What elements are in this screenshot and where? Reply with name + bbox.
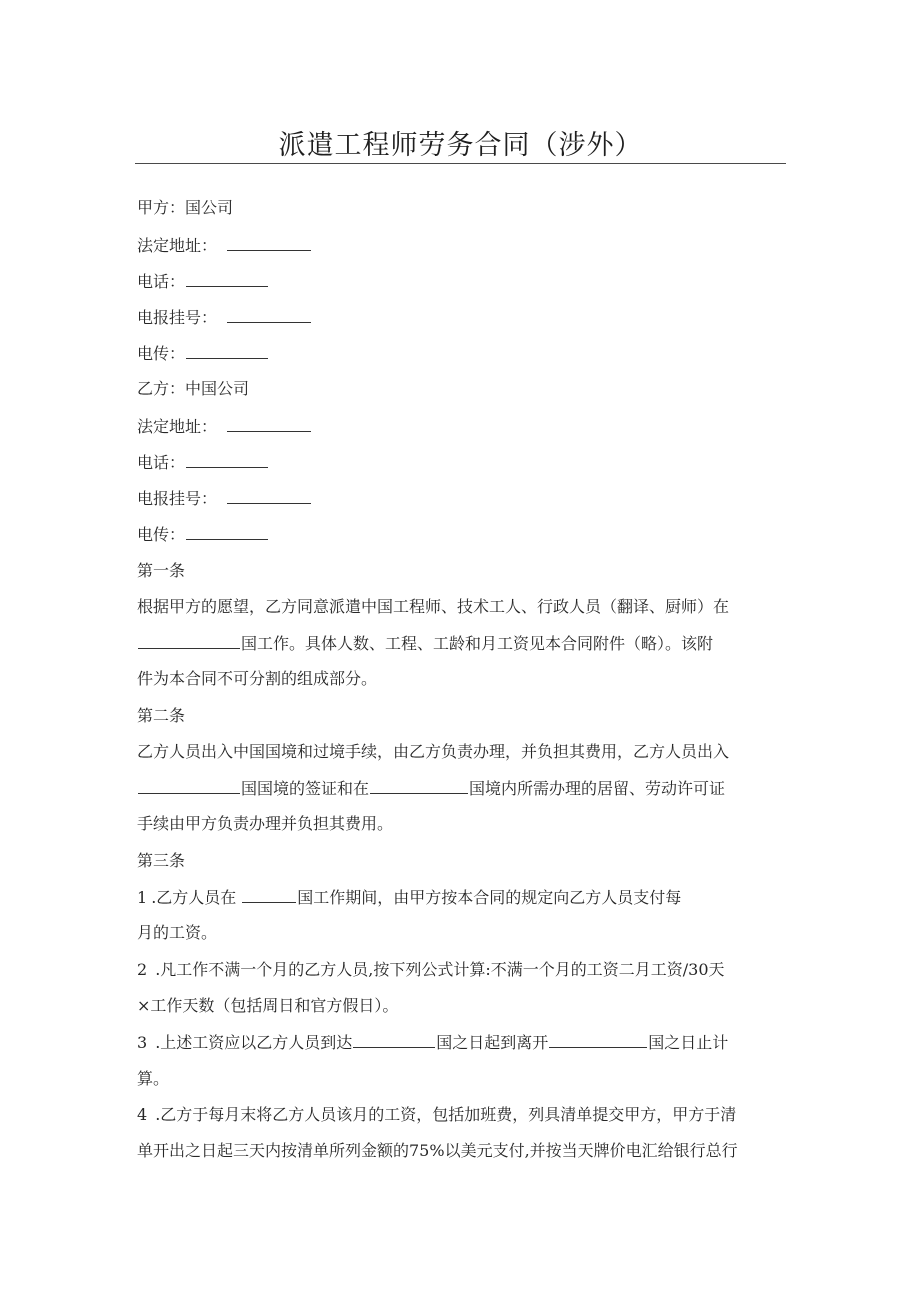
party-a-fax-label: 电传： (137, 344, 186, 363)
party-b-fax-blank[interactable] (186, 523, 268, 540)
article-2-country-blank-2[interactable] (370, 777, 468, 794)
article-3-item-4 (137, 1104, 736, 1126)
article-2-line-3: 手续由甲方负责办理并负担其费用。 (137, 814, 394, 833)
article-3-item-1 (137, 886, 681, 909)
party-b-address (137, 415, 312, 438)
party-b-fax (137, 523, 269, 546)
party-b-fax-label: 电传： (137, 525, 186, 544)
item-2-text: .凡工作不满一个月的乙方人员,按下列公式计算:不满一个月的工资二月工资/30天 (155, 960, 725, 979)
party-a-address (137, 234, 312, 257)
article-1-line-2 (137, 632, 713, 655)
party-a-telegraph (137, 306, 312, 329)
item-1-number: 1 (137, 888, 148, 907)
article-2-country-blank-1[interactable] (138, 777, 240, 794)
party-b-name: 乙方：中国公司 (137, 379, 250, 398)
party-a-address-blank[interactable] (227, 234, 311, 251)
party-a-phone (137, 270, 269, 293)
item-1-text-b: 国工作期间，由甲方按本合同的规定向乙方人员支付每 (297, 888, 682, 907)
item-3-text-c: 国之日止计 (648, 1033, 729, 1052)
article-2-line-2-text-a: 国国境的签证和在 (241, 779, 370, 798)
article-3-item-3 (137, 1031, 728, 1054)
party-b-address-blank[interactable] (227, 415, 311, 432)
article-1-line-2-text: 国工作。具体人数、工程、工龄和月工资见本合同附件（略）。该附 (241, 634, 714, 653)
article-3-item-4-line-2: 单开出之日起三天内按清单所列金额的75%以美元支付,并按当天牌价电汇给银行总行 (137, 1141, 738, 1160)
article-3-item-3-line-2: 算。 (137, 1069, 170, 1088)
item-4-number: 4 (137, 1105, 148, 1124)
item-3-text-a: .上述工资应以乙方人员到达 (155, 1033, 353, 1052)
party-b-telegraph (137, 487, 312, 510)
article-2-line-1: 乙方人员出入中国国境和过境手续，由乙方负责办理，并负担其费用，乙方人员出入 (137, 742, 730, 761)
article-2-line-2-text-b: 国境内所需办理的居留、劳动许可证 (469, 779, 726, 798)
item-3-text-b: 国之日起到离开 (436, 1033, 549, 1052)
article-1-country-blank[interactable] (138, 632, 240, 649)
party-a-fax (137, 342, 269, 365)
article-1-heading: 第一条 (137, 561, 186, 580)
article-2-line-2 (137, 777, 725, 800)
article-2-heading: 第二条 (137, 706, 186, 725)
item-3-arrival-blank[interactable] (353, 1031, 435, 1048)
item-2-number: 2 (137, 960, 148, 979)
party-a-telegraph-label: 电报挂号： (137, 308, 218, 327)
party-a-fax-blank[interactable] (186, 342, 268, 359)
article-3-item-2-line-2: ×工作天数（包括周日和官方假日）。 (137, 996, 399, 1015)
party-a-name: 甲方：国公司 (137, 198, 234, 217)
item-1-country-blank[interactable] (242, 886, 296, 903)
party-b-address-label: 法定地址： (137, 417, 218, 436)
party-a-phone-label: 电话： (137, 272, 186, 291)
item-1-text-a: .乙方人员在 (151, 888, 237, 907)
party-a-address-label: 法定地址： (137, 236, 218, 255)
item-4-text: .乙方于每月末将乙方人员该月的工资，包括加班费，列具清单提交甲方，甲方于清 (155, 1105, 737, 1124)
article-3-item-2 (137, 959, 725, 981)
party-b-telegraph-blank[interactable] (227, 487, 311, 504)
item-3-number: 3 (137, 1033, 148, 1052)
document-title: 派遣工程师劳务合同（涉外） (278, 130, 643, 161)
party-b-phone-blank[interactable] (186, 451, 268, 468)
title-underline (135, 163, 786, 164)
article-3-item-1-line-2: 月的工资。 (137, 923, 218, 942)
party-b-phone (137, 451, 269, 474)
party-a-phone-blank[interactable] (186, 270, 268, 287)
item-3-departure-blank[interactable] (549, 1031, 647, 1048)
article-1-line-3: 件为本合同不可分割的组成部分。 (137, 669, 378, 688)
party-a-telegraph-blank[interactable] (227, 306, 311, 323)
party-b-telegraph-label: 电报挂号： (137, 489, 218, 508)
article-3-heading: 第三条 (137, 851, 186, 870)
party-b-phone-label: 电话： (137, 453, 186, 472)
article-1-line-1: 根据甲方的愿望，乙方同意派遣中国工程师、技术工人、行政人员（翻译、厨师）在 (137, 597, 730, 616)
